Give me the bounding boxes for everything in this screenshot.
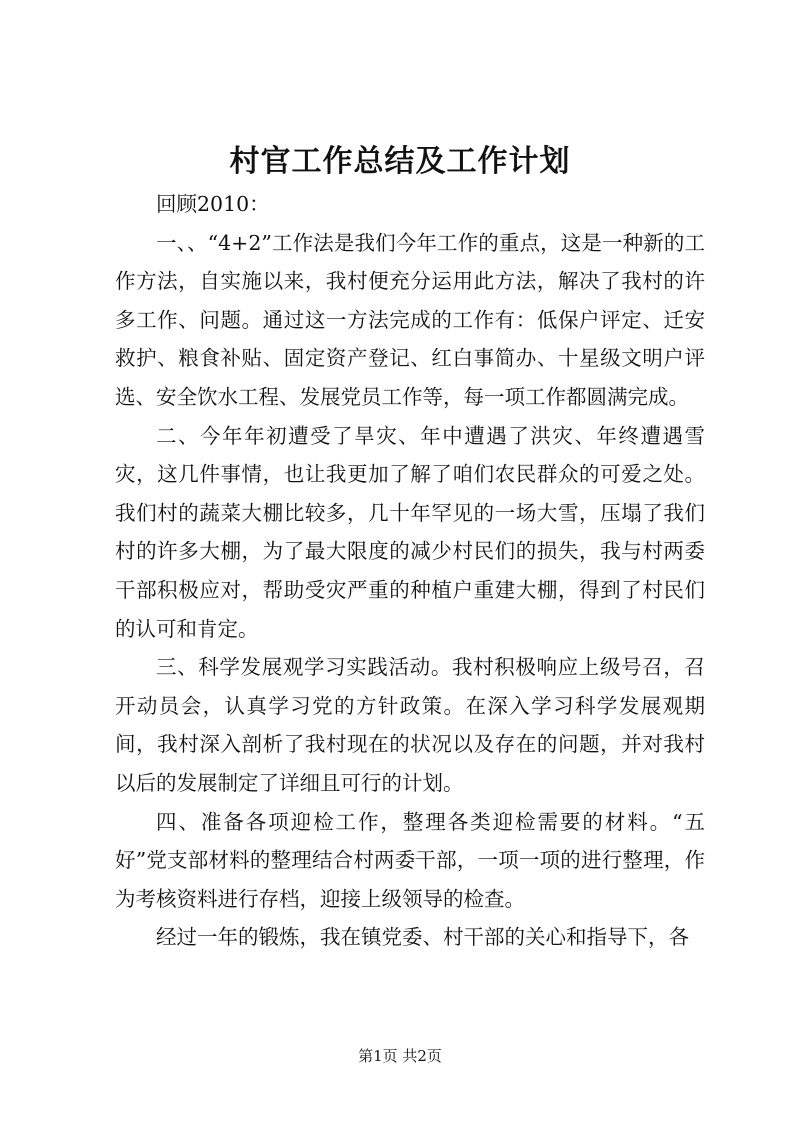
page-number-footer: 第1页 共2页 <box>358 1047 442 1065</box>
paragraph-conclusion: 经过一年的锻炼，我在镇党委、村干部的关心和指导下，各 <box>156 925 689 950</box>
document-body <box>115 185 705 957</box>
paragraph-item-1: 一、、“4+2”工作法是我们今年工作的重点，这是一种新的工作方法，自实施以来，我村便充分运用此方法，解决了我村的许多工作、问题。通过这一方法完成的工作有：低保户评定、迁安救护、粮食补贴、固定资产登记、红白事简办、十星级文明户评选、安全饮水工程、发展党员工作等，每一项工作都圆满完成。 <box>115 230 705 409</box>
paragraph-item-2: 二、今年年初遭受了旱灾、年中遭遇了洪灾、年终遭遇雪灾，这几件事情，也让我更加了解了咱们农民群众的可爱之处。我们村的蔬菜大棚比较多，几十年罕见的一场大雪，压塌了我们村的许多大棚，为了最大限度的减少村民们的损失，我与村两委干部积极应对，帮助受灾严重的种植户重建大棚，得到了村民们的认可和肯定。 <box>115 423 705 641</box>
paragraph-item-4: 四、准备各项迎检工作，整理各类迎检需要的材料。“五好”党支部材料的整理结合村两委干部，一项一项的进行整理，作为考核资料进行存档，迎接上级领导的检查。 <box>115 809 705 911</box>
paragraph-review-heading: 回顾2010： <box>156 192 270 216</box>
document-title: 村官工作总结及工作计划 <box>229 144 571 179</box>
paragraph-item-3: 三、科学发展观学习实践活动。我村积极响应上级号召，召开动员会，认真学习党的方针政策。在深入学习科学发展观期间，我村深入剖析了我村现在的状况以及存在的问题，并对我村以后的发展制定了详细且可行的计划。 <box>115 655 705 795</box>
